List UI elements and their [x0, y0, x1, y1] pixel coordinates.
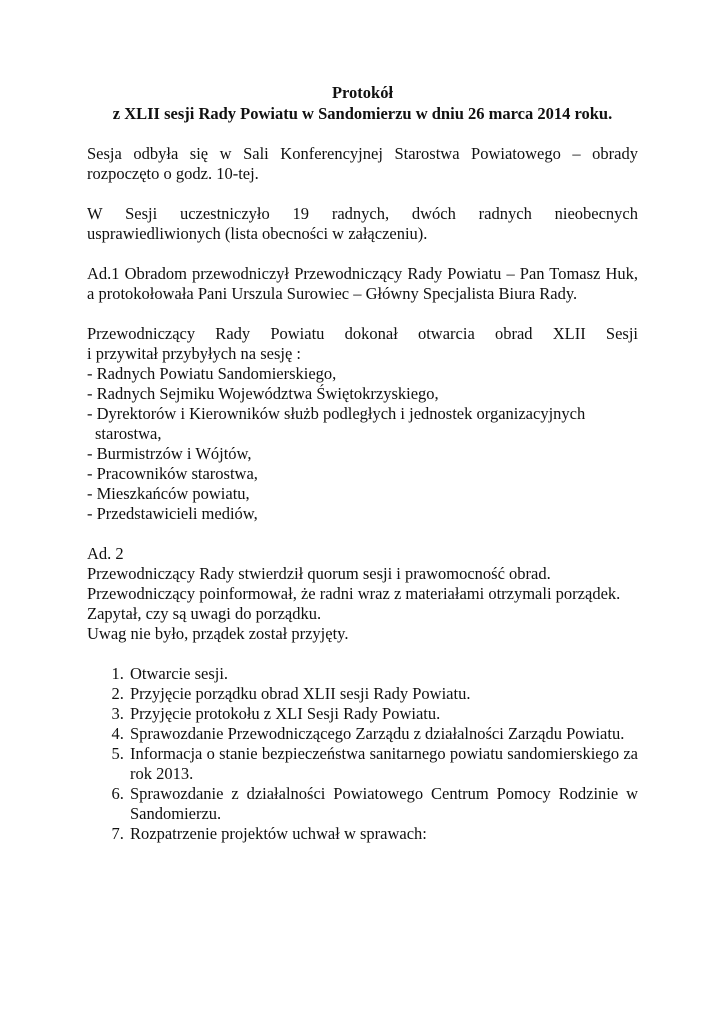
- ad2-result: Uwag nie było, prządek został przyjęty.: [87, 624, 349, 643]
- guest-list: [87, 364, 638, 524]
- agenda-item: 1. Otwarcie sesji.: [128, 664, 638, 684]
- document-subtitle: z XLII sesji Rady Powiatu w Sandomierzu w dniu 26 marca 2014 roku.: [112, 104, 613, 123]
- guest-list-item: - Mieszkańców powiatu,: [87, 484, 250, 503]
- guest-list-item: - Burmistrzów i Wójtów,: [87, 444, 252, 463]
- greeting-line-1: Przewodniczący Rady Powiatu dokonał otwarcia obrad XLII Sesji: [87, 324, 638, 343]
- ad1-paragraph: Ad.1 Obradom przewodniczył Przewodniczący Rady Powiatu – Pan Tomasz Huk, a protokołowała Pani Urszula Surowiec – Główny Specjalista Biura Rady.: [87, 264, 638, 303]
- agenda-item: 4. Sprawozdanie Przewodniczącego Zarządu z działalności Zarządu Powiatu.: [128, 724, 638, 744]
- guest-list-item: - Radnych Sejmiku Województwa Świętokrzyskiego,: [87, 384, 439, 403]
- agenda-item: 5. Informacja o stanie bezpieczeństwa sanitarnego powiatu sandomierskiego za rok 2013.: [128, 744, 638, 784]
- guest-list-item: - Dyrektorów i Kierowników służb podległych i jednostek organizacyjnych starostwa,: [87, 404, 586, 443]
- ad2-heading: Ad. 2: [87, 544, 124, 563]
- greeting-line-2: i przywitał przybyłych na sesję :: [87, 344, 301, 363]
- ad2-quorum: Przewodniczący Rady stwierdził quorum sesji i prawomocność obrad.: [87, 564, 551, 583]
- agenda-item: 3. Przyjęcie protokołu z XLI Sesji Rady Powiatu.: [128, 704, 638, 724]
- guest-list-item: - Pracowników starostwa,: [87, 464, 258, 483]
- ad2-question: Zapytał, czy są uwagi do porządku.: [87, 604, 322, 623]
- ad2-materials: Przewodniczący poinformował, że radni wraz z materiałami otrzymali porządek.: [87, 584, 621, 603]
- document-title: Protokół: [331, 83, 394, 102]
- agenda-item: 7. Rozpatrzenie projektów uchwał w sprawach:: [128, 824, 638, 844]
- agenda-item: 2. Przyjęcie porządku obrad XLII sesji Rady Powiatu.: [128, 684, 638, 704]
- attendance-paragraph: W Sesji uczestniczyło 19 radnych, dwóch radnych nieobecnych usprawiedliwionych (lista obecności w załączeniu).: [87, 204, 638, 243]
- document-body: [87, 82, 638, 844]
- guest-list-item: - Radnych Powiatu Sandomierskiego,: [87, 364, 337, 383]
- agenda-list: [87, 664, 638, 844]
- guest-list-item: - Przedstawicieli mediów,: [87, 504, 258, 523]
- agenda-item: 6. Sprawozdanie z działalności Powiatowego Centrum Pomocy Rodzinie w Sandomierzu.: [128, 784, 638, 824]
- opening-paragraph: Sesja odbyła się w Sali Konferencyjnej Starostwa Powiatowego – obrady rozpoczęto o godz. 10-tej.: [87, 144, 638, 183]
